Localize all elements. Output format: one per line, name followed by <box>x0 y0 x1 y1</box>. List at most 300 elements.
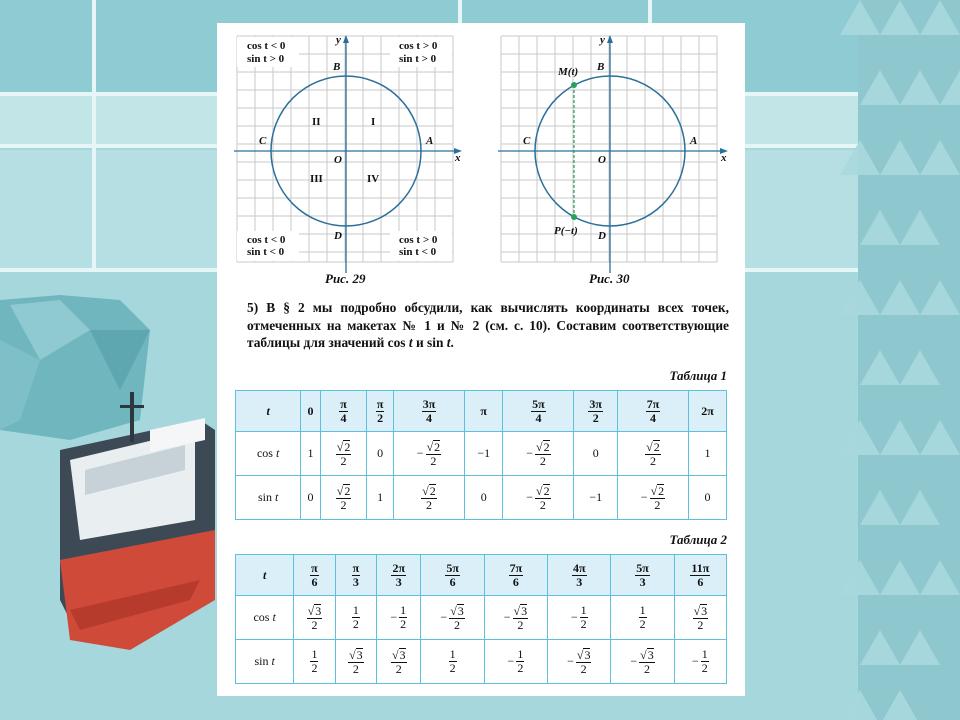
table-cell <box>236 640 294 684</box>
variable-t: t <box>272 610 276 624</box>
fraction-numerator <box>588 398 603 412</box>
fraction-denominator: 2 <box>539 453 546 468</box>
table-cell <box>294 555 335 596</box>
table-row <box>236 391 727 432</box>
paragraph-text <box>247 299 729 352</box>
y-label: y <box>600 34 605 46</box>
fraction <box>399 604 407 631</box>
fraction <box>336 440 352 468</box>
radicand: 3 <box>315 603 322 618</box>
fraction-numerator <box>310 562 319 576</box>
table-cell <box>674 596 726 640</box>
function-name: sin <box>257 490 272 504</box>
fraction <box>701 648 709 675</box>
radicand: 2 <box>543 483 550 498</box>
sqrt-icon: √ <box>640 647 647 662</box>
table-cell <box>377 640 421 684</box>
sqrt-icon: √ <box>513 603 521 618</box>
radicand: 2 <box>658 483 665 498</box>
table-cell <box>574 432 618 476</box>
table-cell <box>464 391 503 432</box>
table-cell <box>548 596 611 640</box>
function-label <box>253 610 275 624</box>
variable-t: t <box>271 654 275 668</box>
table-cell <box>484 596 547 640</box>
fraction-denominator: 3 <box>576 574 583 589</box>
corner-bl-sin: sin t < 0 <box>247 246 285 258</box>
numerator-value: 2π <box>392 560 406 575</box>
point-a-label: A <box>426 135 434 147</box>
minus-sign: − <box>630 654 638 668</box>
table-cell <box>484 640 547 684</box>
fraction-denominator: 4 <box>649 410 656 425</box>
point-d-label: D <box>334 230 342 242</box>
table-cell <box>464 476 503 520</box>
table-cell <box>618 432 689 476</box>
fraction-denominator: 4 <box>340 410 347 425</box>
table-cell <box>301 391 321 432</box>
table-cell <box>236 391 301 432</box>
fraction-denominator: 4 <box>425 410 432 425</box>
origin-label: O <box>334 154 342 166</box>
sqrt-icon: √ <box>536 483 543 498</box>
fraction-numerator <box>426 440 442 455</box>
table-cell <box>618 476 689 520</box>
numerator-value: 1 <box>517 647 524 661</box>
minus-sign: − <box>503 610 511 624</box>
numerator-value: 5π <box>636 560 649 575</box>
table-cell <box>394 476 465 520</box>
fraction-denominator: 2 <box>580 661 587 676</box>
fraction-numerator <box>336 484 352 499</box>
corner-br-cos: cos t > 0 <box>399 234 438 246</box>
fraction-denominator: 2 <box>352 661 359 676</box>
fraction-denominator: 2 <box>395 661 402 676</box>
table-cell <box>548 640 611 684</box>
table-row <box>236 432 727 476</box>
fraction-denominator: 2 <box>425 497 432 512</box>
function-name: sin <box>254 654 269 668</box>
cell-value: 2π <box>701 403 714 418</box>
table-cell <box>574 391 618 432</box>
sqrt-icon: √ <box>307 603 315 618</box>
minus-sign: − <box>570 610 578 624</box>
y-label: y <box>336 34 341 46</box>
paragraph-part-3: . <box>450 335 454 350</box>
x-label: x <box>721 152 727 164</box>
table-row <box>236 476 727 520</box>
corner-tl-cos: cos t < 0 <box>247 40 286 52</box>
fraction-numerator <box>580 604 588 618</box>
fraction-denominator: 2 <box>580 617 587 631</box>
minus-sign: − <box>567 654 574 668</box>
fraction-numerator <box>639 648 655 663</box>
fraction-numerator <box>449 604 465 619</box>
quadrant-ii-label: II <box>312 116 321 128</box>
variable-t: t <box>274 490 279 504</box>
fraction <box>352 562 361 589</box>
fraction-numerator <box>376 398 385 412</box>
fraction-denominator: 2 <box>449 661 456 675</box>
fraction <box>449 648 457 675</box>
fraction <box>310 648 318 675</box>
fraction <box>580 604 588 631</box>
sqrt-icon: √ <box>336 439 344 454</box>
fraction-denominator: 2 <box>639 617 646 631</box>
fraction <box>690 562 710 589</box>
table-cell <box>294 596 335 640</box>
table-cell <box>236 476 301 520</box>
minus-sign: − <box>390 610 398 624</box>
sqrt-icon: √ <box>450 603 457 618</box>
fraction-denominator: 3 <box>352 574 359 589</box>
fraction <box>391 648 407 676</box>
point-b-label: B <box>333 61 341 73</box>
table-cell <box>503 391 574 432</box>
point-p-label: P(−t) <box>554 225 578 237</box>
fraction-denominator: 6 <box>512 574 519 589</box>
fraction-numerator <box>391 562 406 576</box>
quadrant-iii-label: III <box>310 173 323 185</box>
table-cell <box>335 596 376 640</box>
fraction <box>639 648 655 676</box>
cell-value: 1 <box>307 446 314 460</box>
numerator-value: 5π <box>446 560 459 575</box>
fraction-denominator: 2 <box>377 410 384 425</box>
sqrt-icon: √ <box>422 483 429 498</box>
radicand: 2 <box>344 483 351 498</box>
fraction-denominator: 6 <box>697 574 704 589</box>
fraction-numerator <box>339 398 348 412</box>
minus-sign: − <box>526 446 534 460</box>
fraction-numerator <box>307 604 323 619</box>
corner-tr-sin: sin t > 0 <box>399 53 437 65</box>
paragraph-var-t2: t <box>446 335 451 350</box>
sqrt-icon: √ <box>576 647 584 662</box>
numerator-value: 1 <box>701 647 708 661</box>
table-cell <box>611 555 674 596</box>
table-row <box>236 640 727 684</box>
fraction-denominator: 3 <box>395 574 402 589</box>
variable-t: t <box>262 567 267 582</box>
table-cell <box>377 555 421 596</box>
fraction-numerator <box>639 604 647 618</box>
fraction-denominator: 2 <box>592 410 599 425</box>
fraction-denominator: 2 <box>400 617 407 631</box>
numerator-value: 1 <box>352 603 359 617</box>
cell-value: 1 <box>377 490 384 504</box>
fraction-denominator: 2 <box>340 497 347 512</box>
cell-value: −1 <box>477 446 491 460</box>
cell-value: 0 <box>307 403 314 418</box>
fraction-numerator <box>535 440 551 455</box>
sqrt-icon: √ <box>646 439 653 454</box>
fraction-denominator: 2 <box>517 661 524 675</box>
numerator-value: 7π <box>646 396 660 411</box>
quadrant-i-label: I <box>371 116 376 128</box>
radicand: 3 <box>457 603 464 618</box>
fraction-numerator <box>509 562 524 576</box>
fraction <box>421 484 437 512</box>
fraction-denominator: 2 <box>340 453 347 468</box>
function-label <box>258 490 278 504</box>
fraction-denominator: 2 <box>654 497 661 512</box>
fraction <box>391 562 406 589</box>
numerator-value: 4π <box>572 560 586 575</box>
fraction-numerator <box>348 648 364 663</box>
table-cell <box>688 391 726 432</box>
table-cell <box>301 432 321 476</box>
fraction-numerator <box>422 398 437 412</box>
fraction-numerator <box>701 648 709 662</box>
cell-value: π <box>480 403 487 418</box>
point-m-label: M(t) <box>558 66 579 78</box>
fraction <box>348 648 364 676</box>
table-cell <box>421 640 484 684</box>
minus-sign: − <box>416 446 424 460</box>
radicand: 3 <box>647 647 654 662</box>
table-cell <box>320 476 366 520</box>
table-cell <box>674 555 726 596</box>
fraction-denominator: 2 <box>311 617 318 632</box>
table-cell <box>688 476 726 520</box>
fraction <box>531 398 546 425</box>
table-cell <box>294 640 335 684</box>
fraction-numerator <box>690 562 710 576</box>
minus-sign: − <box>440 610 448 624</box>
corner-tr-cos: cos t > 0 <box>399 40 438 52</box>
table-cell <box>301 476 321 520</box>
fraction-numerator <box>650 484 666 499</box>
fraction-numerator <box>693 604 709 619</box>
table-cell <box>464 432 503 476</box>
fraction-denominator: 2 <box>430 453 437 468</box>
numerator-value: 1 <box>449 647 456 661</box>
fraction <box>535 484 551 512</box>
fraction <box>693 604 709 632</box>
fraction-numerator <box>352 604 360 618</box>
point-m <box>571 82 577 88</box>
radicand: 3 <box>399 647 406 662</box>
sqrt-icon: √ <box>426 439 434 454</box>
table-cell <box>367 476 394 520</box>
fraction <box>516 648 524 675</box>
paragraph-var-t1: t <box>408 335 413 350</box>
point-p <box>571 214 577 220</box>
sqrt-icon: √ <box>693 603 701 618</box>
fraction <box>646 398 661 425</box>
paragraph-part-2: и sin <box>412 335 447 350</box>
corner-bl-cos: cos t < 0 <box>247 234 286 246</box>
numerator-value: 11π <box>691 560 710 575</box>
fraction-numerator <box>535 484 551 499</box>
fraction <box>635 562 650 589</box>
function-name: cos <box>256 446 273 460</box>
fraction <box>509 562 524 589</box>
table-cell <box>236 555 294 596</box>
table-cell <box>503 432 574 476</box>
table-cell <box>421 555 484 596</box>
table-cell <box>618 391 689 432</box>
figure-29-unit-circle <box>234 33 464 275</box>
radicand: 2 <box>434 439 441 454</box>
table-cell <box>367 432 394 476</box>
fraction <box>639 604 647 631</box>
point-c-label: C <box>259 135 267 147</box>
fraction-denominator: 6 <box>311 574 318 589</box>
fraction-denominator: 2 <box>697 617 704 632</box>
table-cell <box>484 555 547 596</box>
fraction-numerator <box>336 440 352 455</box>
fraction-numerator <box>645 440 661 455</box>
fraction-numerator <box>445 562 460 576</box>
fraction-denominator: 2 <box>311 661 318 675</box>
fraction <box>449 604 465 632</box>
table-cell <box>367 391 394 432</box>
table-2-caption: Таблица 2 <box>669 532 727 547</box>
numerator-value: 5π <box>532 396 545 411</box>
fraction <box>422 398 437 425</box>
x-label: x <box>455 152 461 164</box>
figure-30-caption: Рис. 30 <box>589 271 630 286</box>
cell-value: 1 <box>704 446 711 460</box>
table-row <box>236 596 727 640</box>
fraction-numerator <box>576 648 592 663</box>
table-cell <box>548 555 611 596</box>
variable-t: t <box>266 403 270 418</box>
fraction-denominator: 2 <box>649 453 656 468</box>
corner-br-sin: sin t < 0 <box>399 246 437 258</box>
minus-sign: − <box>640 490 648 504</box>
table-cell <box>377 596 421 640</box>
fraction <box>310 562 319 589</box>
radicand: 3 <box>701 603 708 618</box>
function-label <box>257 446 279 460</box>
textbook-page <box>217 23 745 696</box>
numerator-value: π <box>352 560 360 575</box>
fraction <box>352 604 360 631</box>
fraction-numerator <box>572 562 587 576</box>
table-cell <box>421 596 484 640</box>
minus-sign: − <box>691 654 699 668</box>
origin-label: O <box>598 154 606 166</box>
sqrt-icon: √ <box>336 483 344 498</box>
fraction-numerator <box>449 648 457 662</box>
fraction <box>426 440 442 468</box>
fraction-denominator: 2 <box>453 617 460 632</box>
fraction <box>535 440 551 468</box>
table-cell <box>574 476 618 520</box>
cell-value: 0 <box>592 446 599 460</box>
quadrant-iv-label: IV <box>367 173 380 185</box>
fraction <box>336 484 352 512</box>
table-cell <box>611 640 674 684</box>
fraction <box>307 604 323 632</box>
radicand: 2 <box>344 439 351 454</box>
table-cell <box>236 596 294 640</box>
table-cell <box>320 391 366 432</box>
fraction-numerator <box>310 648 318 662</box>
table-2-cos-sin-values <box>235 554 727 684</box>
figure-29-caption: Рис. 29 <box>325 271 366 286</box>
figure-30-unit-circle <box>498 33 730 275</box>
numerator-value: π <box>340 396 347 411</box>
function-name: cos <box>253 610 270 624</box>
fraction-numerator <box>352 562 361 576</box>
fraction-numerator <box>646 398 661 412</box>
cell-value: 0 <box>704 490 711 504</box>
point-d-label: D <box>598 230 606 242</box>
table-1-cos-sin-values <box>235 390 727 520</box>
numerator-value: 1 <box>639 603 646 617</box>
minus-sign: − <box>507 654 515 668</box>
cell-value: −1 <box>589 490 603 504</box>
paragraph-part-1: 5) В § 2 мы подробно обсудили, как вычислять координаты всех точек, отмеченных на макетах № 1 и № 2 (см. с. 10). Составим соответствующие таблицы для значений cos <box>247 300 729 350</box>
point-a-label: A <box>690 135 698 147</box>
radicand: 2 <box>653 439 660 454</box>
table-cell <box>335 640 376 684</box>
fraction-numerator <box>399 604 407 618</box>
table-cell <box>674 640 726 684</box>
fraction <box>376 398 385 425</box>
fraction-denominator: 4 <box>535 410 542 425</box>
fraction-denominator: 2 <box>701 661 708 675</box>
numerator-value: 1 <box>580 603 587 617</box>
table-row <box>236 555 727 596</box>
cell-value: 0 <box>377 446 384 460</box>
fraction-denominator: 2 <box>352 617 359 631</box>
fraction <box>588 398 603 425</box>
table-cell <box>503 476 574 520</box>
corner-tl-sin: sin t > 0 <box>247 53 285 65</box>
fraction-numerator <box>391 648 407 663</box>
fraction-denominator: 2 <box>643 661 650 676</box>
cell-value: 0 <box>307 490 314 504</box>
table-cell <box>688 432 726 476</box>
numerator-value: π <box>376 396 384 411</box>
table-cell <box>320 432 366 476</box>
point-b-label: B <box>597 61 605 73</box>
fraction <box>445 562 460 589</box>
variable-t: t <box>275 446 280 460</box>
fraction-numerator <box>513 604 529 619</box>
table-1-caption: Таблица 1 <box>669 368 727 383</box>
fraction-numerator <box>531 398 546 412</box>
table-cell <box>611 596 674 640</box>
sqrt-icon: √ <box>650 483 658 498</box>
fraction-numerator <box>421 484 437 499</box>
radicand: 3 <box>584 647 591 662</box>
fraction-numerator <box>635 562 650 576</box>
fraction <box>339 398 348 425</box>
minus-sign: − <box>526 490 534 504</box>
numerator-value: 3π <box>589 396 602 411</box>
fraction <box>513 604 529 632</box>
sqrt-icon: √ <box>349 647 356 662</box>
fraction <box>645 440 661 468</box>
table-cell <box>394 391 465 432</box>
radicand: 3 <box>521 603 528 618</box>
sqrt-icon: √ <box>391 647 399 662</box>
fraction <box>650 484 666 512</box>
fraction <box>572 562 587 589</box>
point-c-label: C <box>523 135 531 147</box>
fraction <box>576 648 592 676</box>
numerator-value: 1 <box>311 647 318 661</box>
cell-value: 0 <box>480 490 487 504</box>
sqrt-icon: √ <box>536 439 543 454</box>
numerator-value: 1 <box>400 603 407 617</box>
